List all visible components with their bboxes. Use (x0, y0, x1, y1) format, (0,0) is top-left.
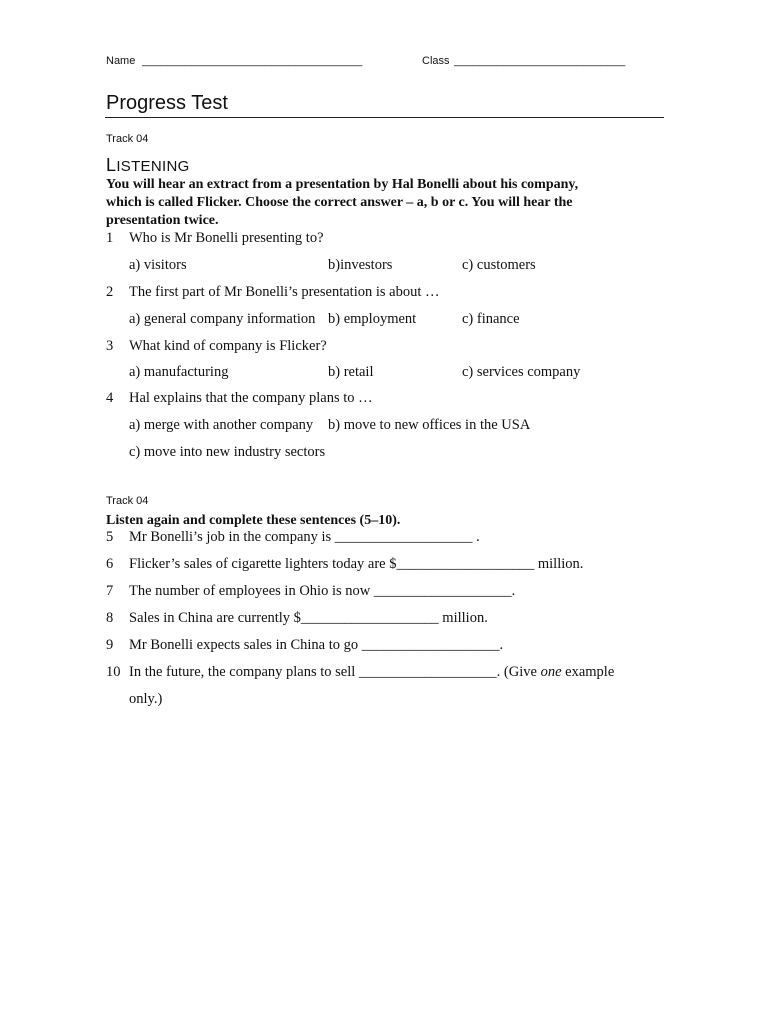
fill-in-sentence[interactable]: Mr Bonelli’s job in the company is ___________________ . (129, 529, 480, 545)
question-text: What kind of company is Flicker? (129, 338, 327, 354)
instructions-line: Listen again and complete these sentences (5–10). (106, 513, 401, 528)
section-heading (106, 155, 190, 176)
answer-option[interactable]: c) finance (462, 311, 520, 327)
answer-option[interactable]: a) general company information (129, 311, 316, 327)
answer-option[interactable]: b) retail (328, 364, 374, 380)
question-text: The first part of Mr Bonelli’s presentation is about … (129, 284, 440, 300)
emphasis-text: one (540, 664, 562, 680)
section-heading-cap: L (106, 155, 117, 175)
fill-in-sentence[interactable]: The number of employees in Ohio is now ___________________. (129, 583, 516, 599)
item-number: 5 (106, 529, 114, 545)
class-label: Class (422, 55, 450, 67)
track-label: Track 04 (106, 133, 149, 145)
answer-option[interactable]: b) employment (328, 311, 417, 327)
answer-option[interactable]: c) services company (462, 364, 581, 380)
question-number: 3 (106, 338, 114, 354)
answer-option[interactable]: a) merge with another company (129, 417, 314, 433)
name-field[interactable]: ____________________________________ (142, 55, 363, 67)
answer-option[interactable]: c) move into new industry sectors (129, 444, 326, 460)
section-heading-rest: ISTENING (116, 158, 190, 175)
title-divider (105, 117, 664, 118)
question-text: Who is Mr Bonelli presenting to? (129, 230, 324, 246)
name-label: Name (106, 55, 136, 67)
instructions-line-2: which is called Flicker. Choose the correct answer – a, b or c. You will hear the (106, 195, 573, 210)
track-label: Track 04 (106, 495, 149, 507)
answer-option[interactable]: c) customers (462, 257, 536, 273)
item-number: 10 (106, 664, 121, 680)
answer-option[interactable]: a) manufacturing (129, 364, 229, 380)
item-number: 7 (106, 583, 114, 599)
instructions-line-3: presentation twice. (106, 213, 219, 228)
sentence-part: In the future, the company plans to sell ___________________. (Give (129, 664, 541, 680)
class-field[interactable]: ____________________________ (454, 55, 626, 67)
sentence-continuation: only.) (129, 691, 163, 707)
item-number: 6 (106, 556, 114, 572)
fill-in-sentence[interactable]: Flicker’s sales of cigarette lighters today are $___________________ million. (129, 556, 584, 572)
question-number: 1 (106, 230, 114, 246)
fill-in-sentence[interactable]: Mr Bonelli expects sales in China to go ___________________. (129, 637, 504, 653)
sentence-part: example (561, 664, 615, 680)
item-number: 8 (106, 610, 114, 626)
question-number: 2 (106, 284, 114, 300)
page-title: Progress Test (106, 92, 228, 114)
instructions-line-1: You will hear an extract from a presentation by Hal Bonelli about his company, (106, 177, 579, 192)
answer-option[interactable]: a) visitors (129, 257, 187, 273)
question-number: 4 (106, 390, 114, 406)
question-text: Hal explains that the company plans to … (129, 390, 373, 406)
fill-in-sentence[interactable]: Sales in China are currently $___________________ million. (129, 610, 488, 626)
fill-in-sentence[interactable] (129, 664, 614, 681)
answer-option[interactable]: b)investors (328, 257, 393, 273)
item-number: 9 (106, 637, 114, 653)
answer-option[interactable]: b) move to new offices in the USA (328, 417, 531, 433)
